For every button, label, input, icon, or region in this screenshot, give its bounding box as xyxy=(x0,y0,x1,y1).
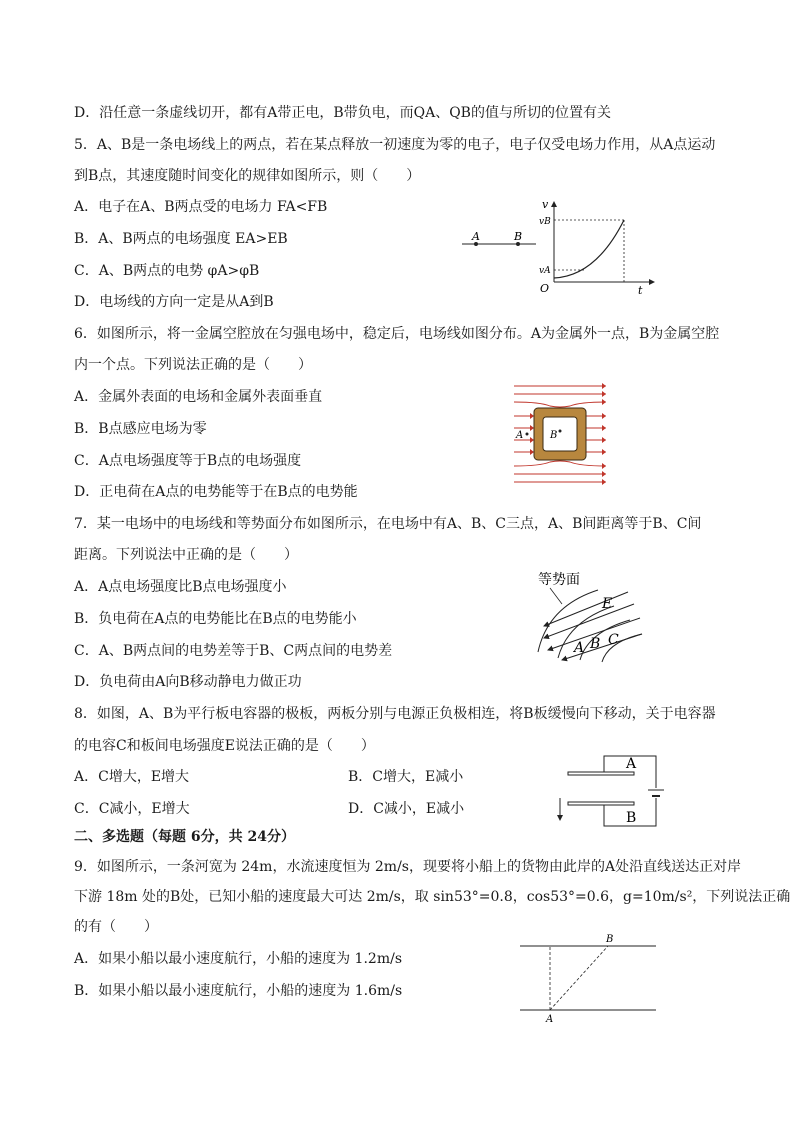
origin-label: O xyxy=(540,282,550,294)
q8-stem-cont: 的电容C和板间电场强度E说法正确的是（ ） xyxy=(74,738,375,754)
diagonal-path xyxy=(550,946,608,1010)
q5-option-c: C．A、B两点的电势 φA>φB xyxy=(74,263,260,279)
q9-stem-cont: 下游 18m 处的B处，已知小船的速度最大可达 2m/s，取 sin53°=0.8，cos53°=0.6，g=10m/s²，下列说法正确 xyxy=(74,889,791,905)
q6-option-c: C．A点电场强度等于B点的电场强度 xyxy=(74,453,302,469)
q6-stem: 6．如图所示，将一金属空腔放在匀强电场中，稳定后，电场线如图分布。A为金属外一点，B为金属空腔 xyxy=(74,326,720,342)
capacitor-figure xyxy=(550,750,670,832)
q8-stem: 8．如图，A、B为平行板电容器的极板，两板分别与电源正负极相连，将B板缓慢向下移动，关于电容器 xyxy=(74,706,716,722)
point-b-label: B xyxy=(550,430,558,441)
q4-option-d: D．沿任意一条虚线切开，都有A带正电，B带负电，而QA、QB的值与所切的位置有关 xyxy=(74,105,611,121)
point-a-label: A xyxy=(472,230,480,243)
point-b-label: B xyxy=(606,934,614,945)
q7-stem: 7．某一电场中的电场线和等势面分布如图所示，在电场中有A、B、C三点，A、B间距离等于B、C间 xyxy=(74,516,702,532)
va-label: vA xyxy=(539,266,551,276)
q9-stem-end: 的有（ ） xyxy=(74,919,158,935)
q9-stem: 9．如图所示，一条河宽为 24m，水流速度恒为 2m/s，现要将小船上的货物由此岸的A处沿直线送达正对岸 xyxy=(74,859,742,875)
section-multiple-choice-heading: 二、多选题（每题 6分，共 24分） xyxy=(74,829,295,845)
q7-option-d: D．负电荷由A向B移动静电力做正功 xyxy=(74,674,302,690)
plate-b xyxy=(568,802,634,805)
velocity-time-figure xyxy=(456,194,666,294)
q9-option-b: B．如果小船以最小速度航行，小船的速度为 1.6m/s xyxy=(74,983,403,999)
plate-a-label: A xyxy=(626,756,637,772)
plate-a xyxy=(568,772,634,775)
q5-option-b: B．A、B两点的电场强度 EA>EB xyxy=(74,231,288,247)
metal-cavity-figure xyxy=(510,380,610,486)
q6-option-a: A．金属外表面的电场和金属外表面垂直 xyxy=(74,389,323,405)
q5-option-a: A．电子在A、B两点受的电场力 FA<FB xyxy=(74,199,328,215)
label-c: C xyxy=(608,632,619,648)
vb-label: vB xyxy=(539,217,551,227)
point-b-label: B xyxy=(514,230,523,243)
q5-option-d: D．电场线的方向一定是从A到B xyxy=(74,294,274,310)
q5-stem: 5．A、B是一条电场线上的两点，若在某点释放一初速度为零的电子，电子仅受电场力作用，从A点运动 xyxy=(74,137,716,153)
point-a-label: A xyxy=(516,430,524,441)
v-axis-label: v xyxy=(542,198,549,211)
label-a: A xyxy=(574,640,585,656)
plate-b-label: B xyxy=(626,810,637,826)
cavity-interior xyxy=(543,417,577,451)
velocity-curve xyxy=(554,220,624,278)
label-e: E xyxy=(602,596,613,612)
q9-option-a: A．如果小船以最小速度航行，小船的速度为 1.2m/s xyxy=(74,951,403,967)
equipotential-arc-2 xyxy=(558,606,614,658)
q5-stem-cont: 到B点，其速度随时间变化的规律如图所示，则（ ） xyxy=(74,168,421,184)
q8-option-b: B．C增大，E减小 xyxy=(348,769,464,785)
point-a-label: A xyxy=(546,1014,554,1022)
equipotential-figure xyxy=(518,566,648,666)
q6-stem-cont: 内一个点。下列说法正确的是（ ） xyxy=(74,357,312,373)
q6-option-b: B．B点感应电场为零 xyxy=(74,421,207,437)
q8-option-d: D．C减小，E减小 xyxy=(348,801,465,817)
q8-option-a: A．C增大，E增大 xyxy=(74,769,190,785)
q6-option-d: D．正电荷在A点的电势能等于在B点的电势能 xyxy=(74,484,358,500)
equipotential-caption: 等势面 xyxy=(538,572,580,588)
q7-option-b: B．负电荷在A点的电势能比在B点的电势能小 xyxy=(74,611,357,627)
point-a xyxy=(526,433,529,436)
q7-option-c: C．A、B两点间的电势差等于B、C两点间的电势差 xyxy=(74,643,393,659)
q7-stem-cont: 距离。下列说法中正确的是（ ） xyxy=(74,547,298,563)
q7-option-a: A．A点电场强度比B点电场强度小 xyxy=(74,579,287,595)
t-axis-label: t xyxy=(638,284,643,294)
q8-option-c: C．C减小，E增大 xyxy=(74,801,190,817)
river-figure xyxy=(518,932,660,1022)
label-b: B xyxy=(590,636,601,652)
point-b xyxy=(559,430,562,433)
